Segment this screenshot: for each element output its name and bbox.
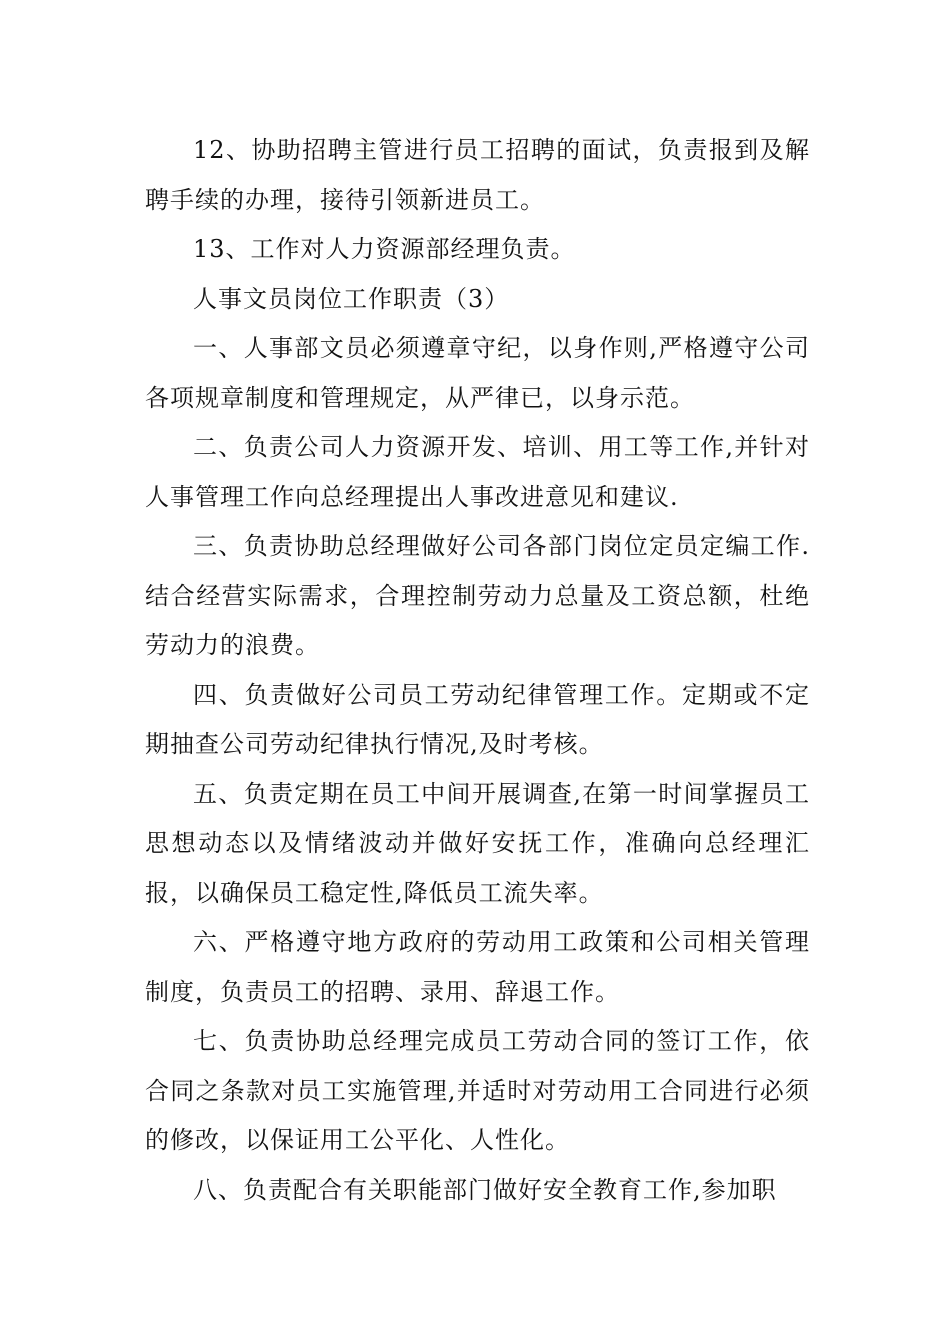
duty-item-2: 二、负责公司人力资源开发、培训、用工等工作,并针对人事管理工作向总经理提出人事改进意见和建议.: [145, 433, 810, 511]
paragraph-13: 13、工作对人力资源部经理负责。: [193, 235, 576, 263]
duty-item-4: 四、负责做好公司员工劳动纪律管理工作。定期或不定期抽查公司劳动纪律执行情况,及时考核。: [145, 680, 810, 758]
duty-item-5: 五、负责定期在员工中间开展调查,在第一时间掌握员工思想动态以及情绪波动并做好安抚工作，准确向总经理汇报，以确保员工稳定性,降低员工流失率。: [145, 779, 810, 907]
section-title: 人事文员岗位工作职责（3）: [193, 284, 510, 313]
duty-item-1: 一、人事部文员必须遵章守纪，以身作则,严格遵守公司各项规章制度和管理规定，从严律已，以身示范。: [145, 334, 810, 412]
duty-item-3: 三、负责协助总经理做好公司各部门岗位定员定编工作.结合经营实际需求，合理控制劳动力总量及工资总额，杜绝劳动力的浪费。: [145, 532, 810, 659]
document-body: [145, 126, 810, 1215]
paragraph-12: 12、协助招聘主管进行员工招聘的面试，负责报到及解聘手续的办理，接待引领新进员工。: [145, 136, 810, 214]
duty-item-8: 八、负责配合有关职能部门做好安全教育工作,参加职: [193, 1175, 777, 1204]
duty-item-6: 六、严格遵守地方政府的劳动用工政策和公司相关管理制度，负责员工的招聘、录用、辞退工作。: [145, 928, 810, 1006]
duty-item-7: 七、负责协助总经理完成员工劳动合同的签订工作，依合同之条款对员工实施管理,并适时对劳动用工合同进行必须的修改，以保证用工公平化、人性化。: [145, 1027, 810, 1154]
